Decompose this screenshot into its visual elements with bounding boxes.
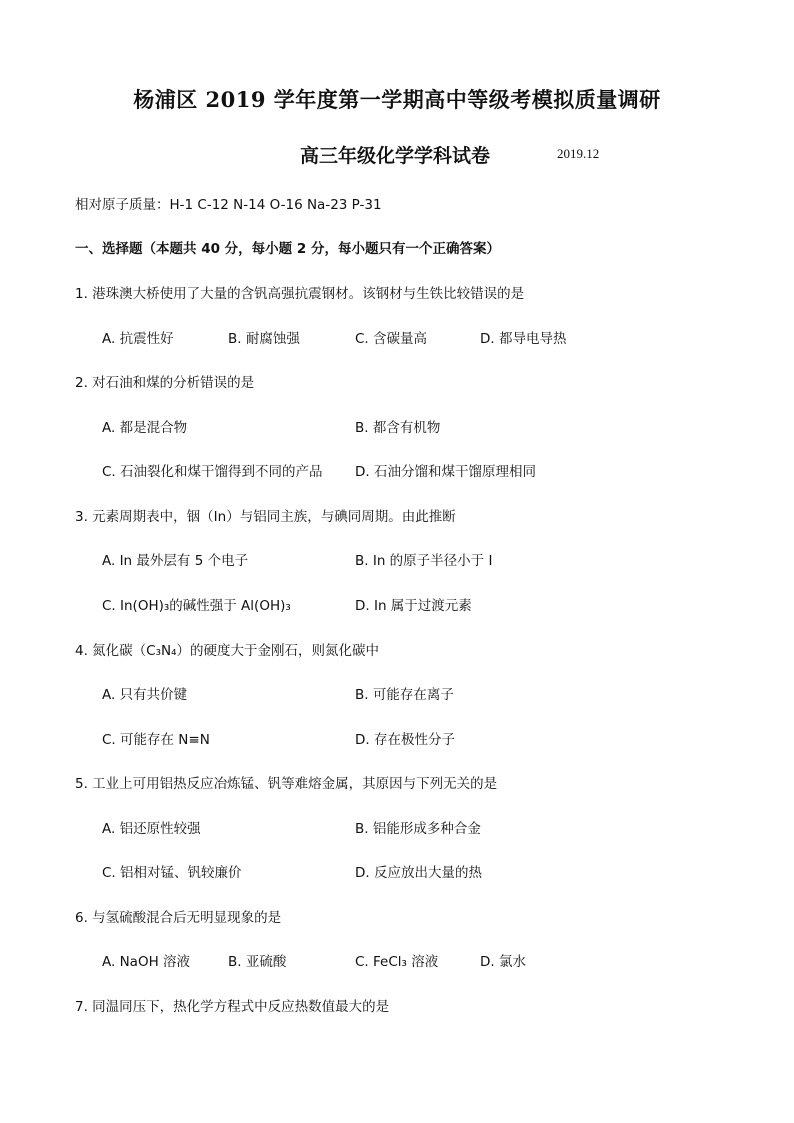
question-1-option-b: B. 耐腐蚀强 (228, 331, 300, 347)
question-4-option-c: C. 可能存在 N≡N (102, 732, 210, 748)
question-6-option-c: C. FeCl₃ 溶液 (355, 954, 439, 970)
question-5-option-b: B. 铝能形成多种合金 (355, 821, 481, 837)
question-1-option-a: A. 抗震性好 (102, 331, 174, 347)
question-6-option-a: A. NaOH 溶液 (102, 954, 191, 970)
question-3-option-b: B. In 的原子半径小于 I (355, 553, 493, 569)
atomic-masses: 相对原子质量：H-1 C-12 N-14 O-16 Na-23 P-31 (75, 197, 382, 213)
question-3-option-c: C. In(OH)₃的碱性强于 Al(OH)₃ (102, 598, 291, 614)
question-1-option-c: C. 含碳量高 (355, 331, 428, 347)
question-3-stem: 3. 元素周期表中，铟（In）与铝同主族，与碘同周期。由此推断 (75, 509, 456, 525)
question-4-option-b: B. 可能存在离子 (355, 687, 454, 703)
question-2-option-a: A. 都是混合物 (102, 420, 188, 436)
exam-title: 杨浦区 2019 学年度第一学期高中等级考模拟质量调研 (133, 87, 661, 112)
question-2-stem: 2. 对石油和煤的分析错误的是 (75, 375, 255, 391)
question-5-option-d: D. 反应放出大量的热 (355, 865, 482, 881)
question-5-option-a: A. 铝还原性较强 (102, 821, 201, 837)
question-5-option-c: C. 铝相对锰、钒较廉价 (102, 865, 242, 881)
question-1-stem: 1. 港珠澳大桥使用了大量的含钒高强抗震钢材。该钢材与生铁比较错误的是 (75, 286, 525, 302)
question-7-stem: 7. 同温同压下，热化学方程式中反应热数值最大的是 (75, 999, 390, 1015)
question-6-option-d: D. 氯水 (480, 954, 526, 970)
exam-subtitle: 高三年级化学学科试卷 (300, 145, 491, 167)
question-4-option-a: A. 只有共价键 (102, 687, 188, 703)
question-6-option-b: B. 亚硫酸 (228, 954, 287, 970)
question-2-option-b: B. 都含有机物 (355, 420, 441, 436)
exam-date: 2019.12 (557, 146, 600, 161)
question-1-option-d: D. 都导电导热 (480, 331, 567, 347)
question-4-option-d: D. 存在极性分子 (355, 732, 455, 748)
question-3-option-d: D. In 属于过渡元素 (355, 598, 472, 614)
question-4-stem: 4. 氮化碳（C₃N₄）的硬度大于金刚石，则氮化碳中 (75, 643, 380, 659)
question-2-option-d: D. 石油分馏和煤干馏原理相同 (355, 464, 536, 480)
section-heading: 一、选择题（本题共 40 分，每小题 2 分，每小题只有一个正确答案） (75, 241, 500, 257)
question-2-option-c: C. 石油裂化和煤干馏得到不同的产品 (102, 464, 323, 480)
question-3-option-a: A. In 最外层有 5 个电子 (102, 553, 249, 569)
question-5-stem: 5. 工业上可用铝热反应冶炼锰、钒等难熔金属，其原因与下列无关的是 (75, 776, 498, 792)
question-6-stem: 6. 与氢硫酸混合后无明显现象的是 (75, 910, 282, 926)
